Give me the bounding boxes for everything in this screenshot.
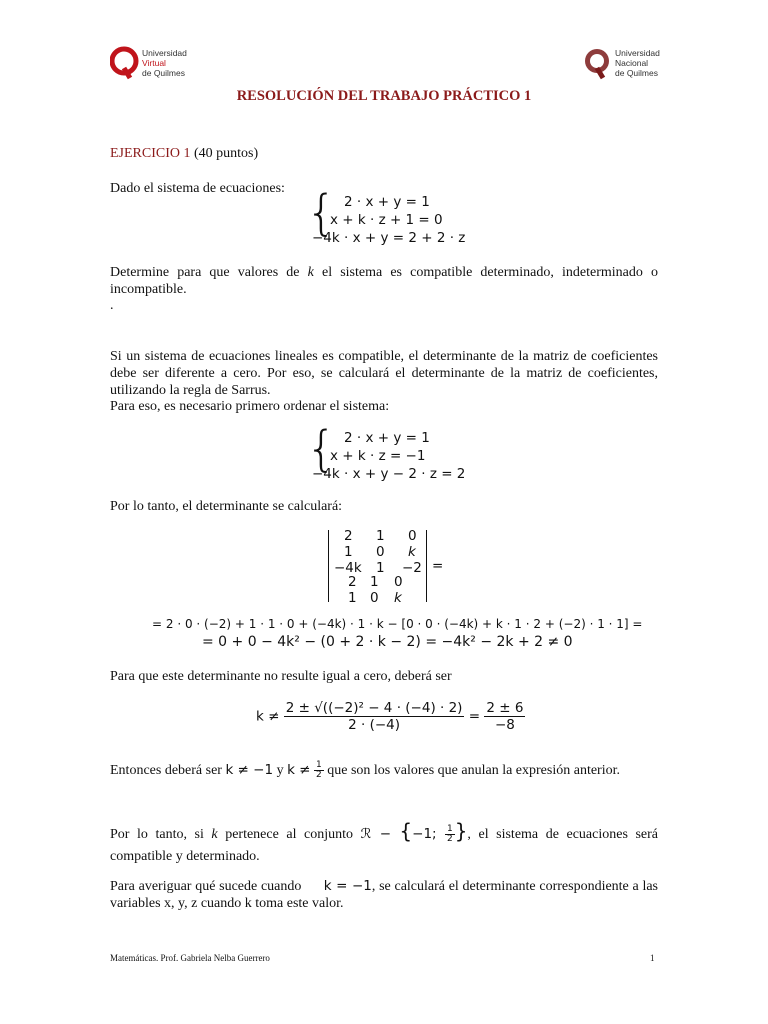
matrix-cell: 0 [376, 544, 385, 560]
matrix-cell: k [394, 590, 402, 606]
matrix-cell: 2 [348, 574, 357, 590]
matrix-cell: 0 [408, 528, 417, 544]
set-brace-open: { [399, 819, 413, 843]
k-equals: k = −1 [323, 878, 372, 894]
next-step-post: , se calculará el determinante correspondiente a las variables x, y, z cuando k toma este valor. [110, 879, 658, 911]
values-pre: Entonces deberá ser [110, 763, 226, 778]
condition-text: Para que este determinante no resulte igual a cero, deberá ser [110, 669, 452, 684]
page-title: RESOLUCIÓN DEL TRABAJO PRÁCTICO 1 [236, 88, 532, 104]
set-members: −1; [412, 826, 445, 842]
logo-line: Nacional [615, 58, 649, 68]
fraction-num: 1 [446, 824, 453, 835]
values-text [110, 760, 658, 781]
matrix-cell: 1 [376, 560, 385, 576]
fraction-den: 2 [316, 770, 322, 781]
equals-sign: = [432, 558, 444, 574]
matrix-cell: 1 [376, 528, 385, 544]
logo-line: de Quilmes [142, 68, 185, 78]
equation: −4k · x + y = 2 + 2 · z [312, 230, 466, 246]
equation: 2 · x + y = 1 [344, 194, 430, 210]
fraction-num: 1 [316, 760, 322, 771]
formula-denominator: 2 · (−4) [348, 717, 401, 733]
question-post: el sistema es compatible determinado, indeterminado o incompatible. [110, 265, 659, 297]
matrix-cell: k [408, 544, 416, 560]
calculation-line-2: = 0 + 0 − 4k² − (0 + 2 · k − 2) = −4k² − 2k + 2 ≠ 0 [202, 634, 573, 650]
logo-line: de Quilmes [615, 68, 658, 78]
matrix-cell: 0 [370, 590, 379, 606]
inequality-2: k ≠ [287, 762, 311, 778]
formula-numerator: 2 ± √((−2)² − 4 · (−4) · 2) [285, 700, 463, 716]
page-number: 1 [650, 953, 655, 963]
set-brace-close: } [454, 819, 468, 843]
logo-q-icon [110, 46, 140, 80]
formula-fraction-2 [484, 700, 525, 733]
brace: { [306, 185, 337, 241]
order-text: Para eso, es necesario primero ordenar el sistema: [110, 399, 390, 414]
intro-text: Dado el sistema de ecuaciones: [110, 181, 285, 196]
explanation-text: Si un sistema de ecuaciones lineales es compatible, el determinante de la matriz de coeficientes debe ser diferente a cero. Por eso, se calculará el determinante de la matriz de coeficientes, utilizando la regla de Sarrus. [110, 349, 658, 398]
formula-equals: = [468, 708, 481, 725]
next-step-pre: Para averiguar qué sucede cuando [110, 879, 302, 894]
matrix-cell: 0 [394, 574, 403, 590]
determinant-bar-right [426, 530, 427, 602]
determinant-intro: Por lo tanto, el determinante se calculará: [110, 499, 343, 514]
next-step-text [110, 878, 658, 912]
equation: x + k · z + 1 = 0 [330, 212, 443, 228]
values-and: y [273, 763, 288, 778]
inequality-1: k ≠ −1 [225, 762, 274, 778]
equation: x + k · z = −1 [330, 448, 426, 464]
calculation-line-1: = 2 · 0 · (−2) + 1 · 1 · 0 + (−4k) · 1 · k − [0 · 0 · (−4k) + k · 1 · 2 + (−2) · 1 · 1] = [152, 617, 643, 631]
conclusion-mid: pertenece al conjunto [217, 827, 361, 842]
exercise-heading [110, 146, 258, 162]
conclusion-pre: Por lo tanto, si [110, 827, 212, 842]
matrix-cell: 1 [344, 544, 353, 560]
brace: { [306, 421, 337, 477]
var-k: k [307, 265, 314, 280]
values-post: que son los valores que anulan la expresión anterior. [323, 763, 620, 778]
dot: . [110, 298, 114, 313]
logo-universidad-nacional-quilmes [583, 44, 673, 84]
set-r: ℛ − [360, 826, 400, 842]
fraction-half [445, 825, 455, 844]
formula-denominator-2: −8 [494, 717, 515, 733]
logo-universidad-virtual-quilmes [110, 44, 200, 84]
exercise-points: (40 puntos) [194, 146, 259, 161]
sarrus-matrix [326, 528, 446, 608]
matrix-cell: 1 [370, 574, 379, 590]
fraction-den: 2 [446, 834, 453, 845]
quadratic-formula [256, 700, 525, 733]
fraction-half [314, 761, 324, 780]
question-text [110, 264, 658, 298]
matrix-cell: 2 [344, 528, 353, 544]
determinant-bar-left [328, 530, 329, 602]
matrix-cell: −2 [402, 560, 422, 576]
logo-q-icon [583, 46, 613, 80]
matrix-cell: −4k [334, 560, 362, 576]
conclusion-post: , el sistema de ecuaciones será compatible y determinado. [110, 827, 658, 864]
var-k: k [211, 827, 218, 842]
exercise-label: EJERCICIO 1 [110, 146, 191, 161]
equation: 2 · x + y = 1 [344, 430, 430, 446]
footer-text: Matemáticas. Prof. Gabriela Nelba Guerrero [110, 953, 270, 963]
question-pre: Determine para que valores de [110, 265, 308, 280]
logo-line: Universidad [142, 48, 187, 58]
logo-line: Virtual [142, 58, 166, 68]
formula-fraction [284, 700, 465, 733]
logo-line: Universidad [615, 48, 660, 58]
formula-lhs: k ≠ [256, 708, 280, 725]
matrix-cell: 1 [348, 590, 357, 606]
equation: −4k · x + y − 2 · z = 2 [312, 466, 466, 482]
conclusion-text [110, 820, 658, 868]
formula-numerator-2: 2 ± 6 [486, 700, 524, 716]
